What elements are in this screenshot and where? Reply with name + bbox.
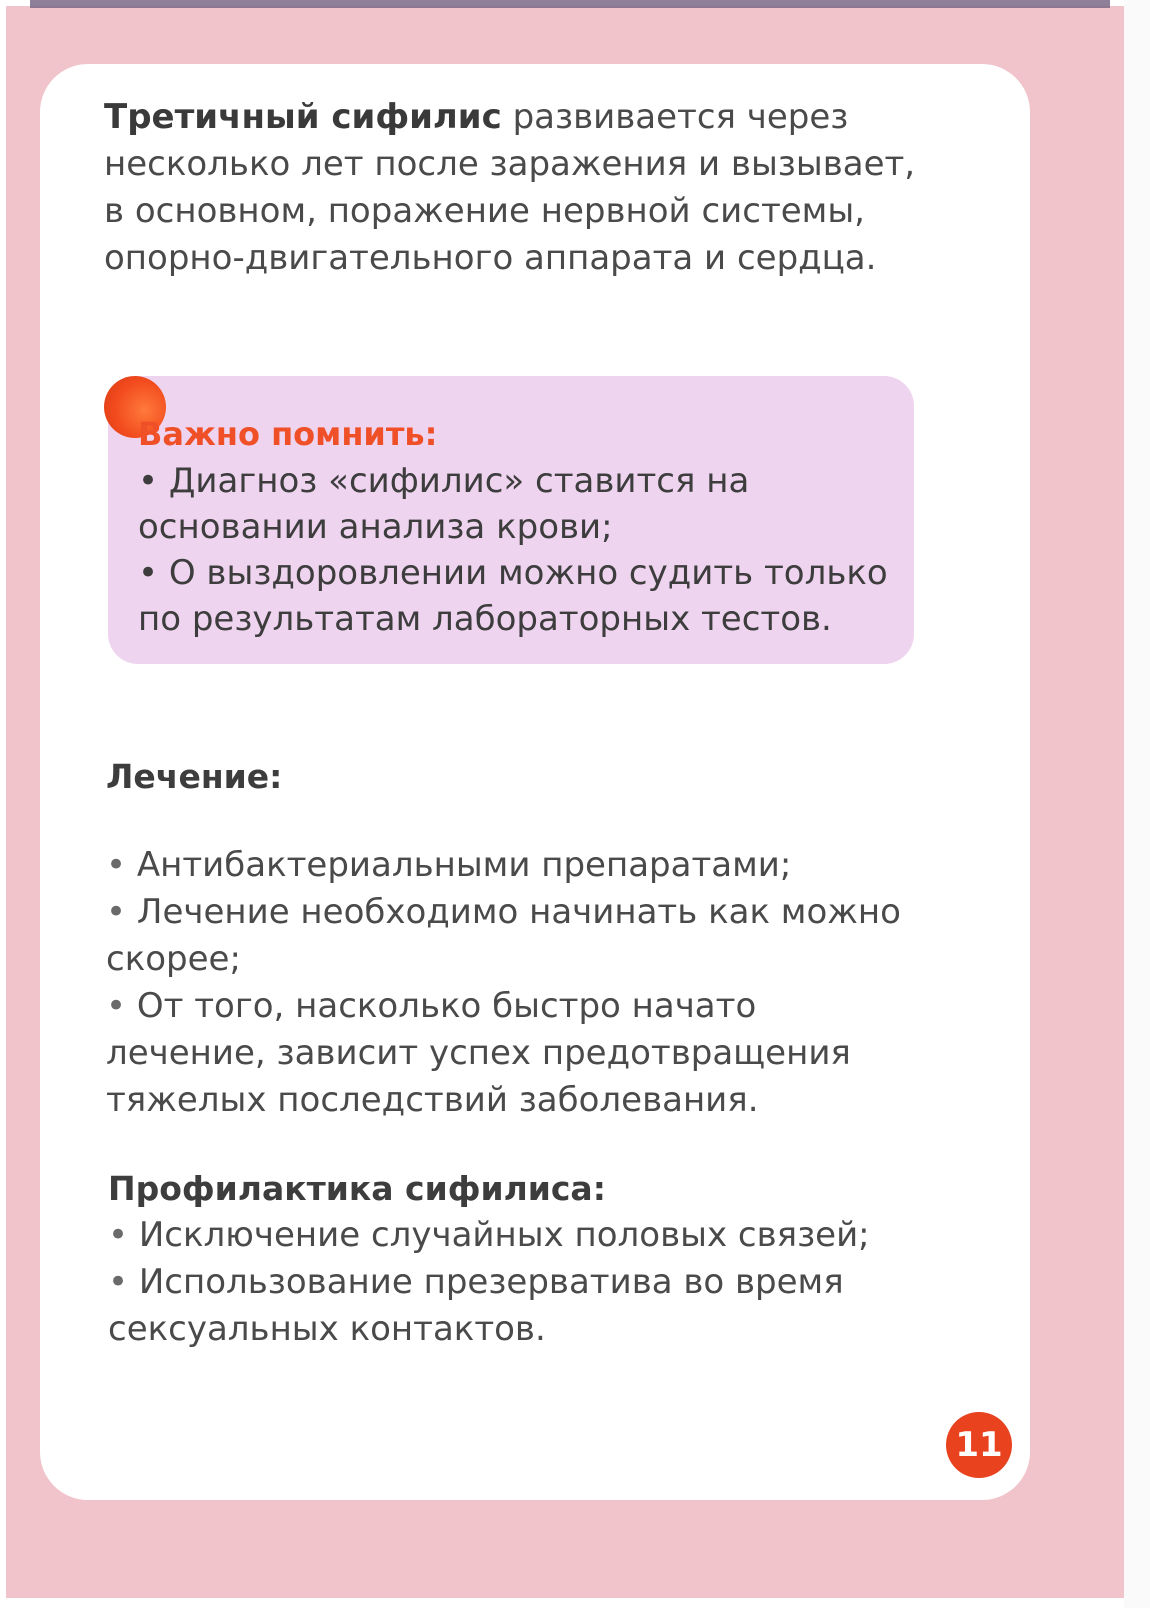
bullet-icon: • bbox=[106, 892, 137, 932]
scan-margin bbox=[1124, 0, 1150, 1608]
list-item bbox=[106, 983, 926, 1124]
intro-paragraph bbox=[104, 94, 924, 282]
treatment-list bbox=[106, 842, 926, 1124]
list-item-text: Антибактериальными препаратами; bbox=[136, 845, 792, 885]
prevention-heading: Профилактика сифилиса: bbox=[108, 1169, 606, 1208]
treatment-heading: Лечение: bbox=[106, 757, 283, 796]
bullet-icon: • bbox=[108, 1215, 139, 1255]
list-item-text: Использование презерватива во время сексуальных контактов. bbox=[108, 1262, 844, 1349]
list-item-text: Лечение необходимо начинать как можно скорее; bbox=[106, 892, 901, 979]
prevention-list bbox=[108, 1212, 928, 1353]
list-item bbox=[108, 1212, 928, 1259]
bullet-icon: • bbox=[106, 986, 137, 1026]
page-number-badge: 11 bbox=[946, 1412, 1012, 1478]
intro-text: развивается через несколько лет после заражения и вызывает, в основном, поражение нервной системы, опорно-двигательного аппарата и сердца. bbox=[104, 97, 916, 278]
list-item bbox=[106, 889, 926, 983]
list-item: • О выздоровлении можно судить только по результатам лабораторных тестов. bbox=[138, 553, 888, 639]
intro-bold-lead: Третичный сифилис bbox=[104, 97, 502, 137]
bullet-icon: • bbox=[106, 845, 137, 885]
top-edge-shadow bbox=[30, 0, 1110, 8]
list-item: • Диагноз «сифилис» ставится на основании анализа крови; bbox=[138, 461, 750, 547]
important-note-list bbox=[138, 458, 898, 642]
bullet-icon: • bbox=[108, 1262, 139, 1302]
important-note-title: Важно помнить: bbox=[138, 415, 438, 453]
list-item bbox=[106, 842, 926, 889]
list-item-text: От того, насколько быстро начато лечение, зависит успех предотвращения тяжелых последствий заболевания. bbox=[106, 986, 851, 1120]
list-item bbox=[108, 1259, 928, 1353]
list-item-text: Исключение случайных половых связей; bbox=[138, 1215, 870, 1255]
